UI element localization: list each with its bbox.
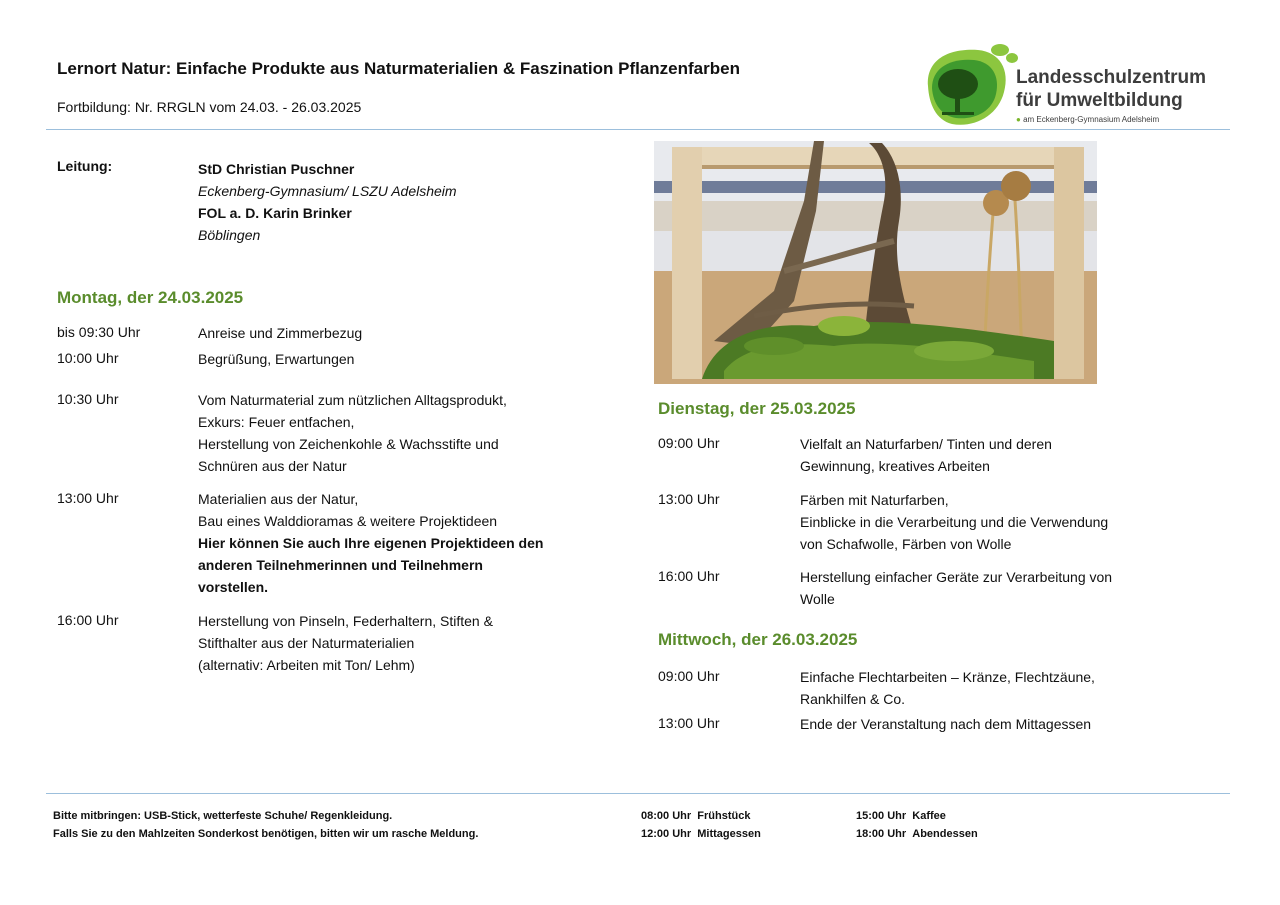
desc-line: Herstellung einfacher Geräte zur Verarbeitung von: [800, 569, 1113, 585]
desc-line: Vielfalt an Naturfarben/ Tinten und deren: [800, 436, 1052, 452]
tuesday-time-3: 16:00 Uhr: [658, 568, 720, 584]
wednesday-time-1: 09:00 Uhr: [658, 668, 720, 684]
desc-line: von Schafwolle, Färben von Wolle: [800, 536, 1012, 552]
meal-row: [856, 825, 978, 843]
tuesday-desc-3: [800, 566, 1112, 610]
wednesday-desc-1: [800, 666, 1095, 710]
monday-time-3: 10:30 Uhr: [57, 391, 119, 407]
wednesday-desc-2: [800, 713, 1091, 735]
meal-time: 18:00 Uhr: [856, 828, 907, 840]
footer-rule: [46, 793, 1230, 794]
monday-time-4: 13:00 Uhr: [57, 490, 119, 506]
course-subtitle: Fortbildung: Nr. RRGLN vom 24.03. - 26.03.2025: [57, 99, 362, 115]
monday-time-2: 10:00 Uhr: [57, 350, 119, 366]
desc-line: Bau eines Walddioramas & weitere Projektideen: [198, 513, 498, 529]
tuesday-desc-1: [800, 433, 1052, 477]
tuesday-time-2: 13:00 Uhr: [658, 491, 720, 507]
monday-time-1: bis 09:30 Uhr: [57, 324, 141, 340]
leitung-person-1: StD Christian Puschner: [198, 161, 355, 177]
leitung-block: [198, 158, 457, 246]
desc-line: Anreise und Zimmerbezug: [198, 325, 363, 341]
desc-line: Rankhilfen & Co.: [800, 691, 906, 707]
monday-desc-4: [198, 488, 543, 598]
meal-label: Kaffee: [912, 810, 946, 822]
meal-row: [856, 807, 978, 825]
diorama-photo: [654, 141, 1097, 384]
meal-label: Mittagessen: [697, 828, 761, 840]
desc-line: Schnüren aus der Natur: [198, 458, 347, 474]
wednesday-heading: Mittwoch, der 26.03.2025: [658, 630, 858, 649]
meal-time: 12:00 Uhr: [641, 828, 692, 840]
diorama-illustration: [654, 141, 1097, 384]
leitung-person-2: FOL a. D. Karin Brinker: [198, 205, 352, 221]
desc-line: Exkurs: Feuer entfachen,: [198, 414, 355, 430]
logo-line-2: für Umweltbildung: [1016, 90, 1183, 111]
meal-time: 15:00 Uhr: [856, 810, 907, 822]
bring-note: Bitte mitbringen: USB-Stick, wetterfeste Schuhe/ Regenkleidung.: [53, 810, 393, 822]
lszu-logo: [918, 40, 1218, 132]
desc-line-bold: Hier können Sie auch Ihre eigenen Projektideen den: [198, 535, 544, 551]
desc-line: Wolle: [800, 591, 835, 607]
diet-note: Falls Sie zu den Mahlzeiten Sonderkost benötigen, bitten wir um rasche Meldung.: [53, 828, 479, 840]
desc-line: Einfache Flechtarbeiten – Kränze, Flechtzäune,: [800, 669, 1095, 685]
desc-line: (alternativ: Arbeiten mit Ton/ Lehm): [198, 657, 415, 673]
tuesday-desc-2: [800, 489, 1108, 555]
tree-leaf-icon: [918, 40, 1018, 132]
monday-desc-2: [198, 348, 354, 370]
logo-line-3: [1016, 115, 1159, 124]
footer-notes: [53, 807, 478, 843]
tuesday-heading: Dienstag, der 25.03.2025: [658, 399, 856, 418]
leaf-bullet-icon: ●: [1016, 115, 1024, 124]
leitung-org-2: Böblingen: [198, 227, 261, 243]
desc-line: Herstellung von Pinseln, Federhaltern, Stiften &: [198, 613, 493, 629]
page-title: Lernort Natur: Einfache Produkte aus Naturmaterialien & Faszination Pflanzenfarben: [57, 59, 740, 78]
monday-desc-3: [198, 389, 507, 477]
desc-line: Ende der Veranstaltung nach dem Mittagessen: [800, 716, 1092, 732]
leitung-label: Leitung:: [57, 158, 113, 174]
desc-line: Herstellung von Zeichenkohle & Wachsstifte und: [198, 436, 499, 452]
desc-line: Begrüßung, Erwartungen: [198, 351, 355, 367]
meal-times-right: [856, 807, 978, 843]
desc-line: Gewinnung, kreatives Arbeiten: [800, 458, 990, 474]
desc-line: Einblicke in die Verarbeitung und die Verwendung: [800, 514, 1109, 530]
logo-line-3-text: am Eckenberg-Gymnasium Adelsheim: [1023, 115, 1160, 124]
leitung-org-1: Eckenberg-Gymnasium/ LSZU Adelsheim: [198, 183, 457, 199]
monday-heading: Montag, der 24.03.2025: [57, 288, 244, 307]
meal-label: Frühstück: [697, 810, 751, 822]
header-rule: [46, 129, 1230, 130]
monday-desc-5: [198, 610, 493, 676]
logo-line-1: Landesschulzentrum: [1016, 67, 1207, 88]
desc-line: Vom Naturmaterial zum nützlichen Alltagsprodukt,: [198, 392, 507, 408]
meal-row: [641, 825, 761, 843]
meal-row: [641, 807, 761, 825]
meal-time: 08:00 Uhr: [641, 810, 692, 822]
monday-desc-1: [198, 322, 362, 344]
meal-times-left: [641, 807, 761, 843]
desc-line-bold: anderen Teilnehmerinnen und Teilnehmern: [198, 557, 483, 573]
meal-label: Abendessen: [912, 828, 978, 840]
desc-line: Materialien aus der Natur,: [198, 491, 359, 507]
tuesday-time-1: 09:00 Uhr: [658, 435, 720, 451]
desc-line-bold: vorstellen.: [198, 579, 269, 595]
wednesday-time-2: 13:00 Uhr: [658, 715, 720, 731]
desc-line: Färben mit Naturfarben,: [800, 492, 949, 508]
monday-time-5: 16:00 Uhr: [57, 612, 119, 628]
desc-line: Stifthalter aus der Naturmaterialien: [198, 635, 415, 651]
